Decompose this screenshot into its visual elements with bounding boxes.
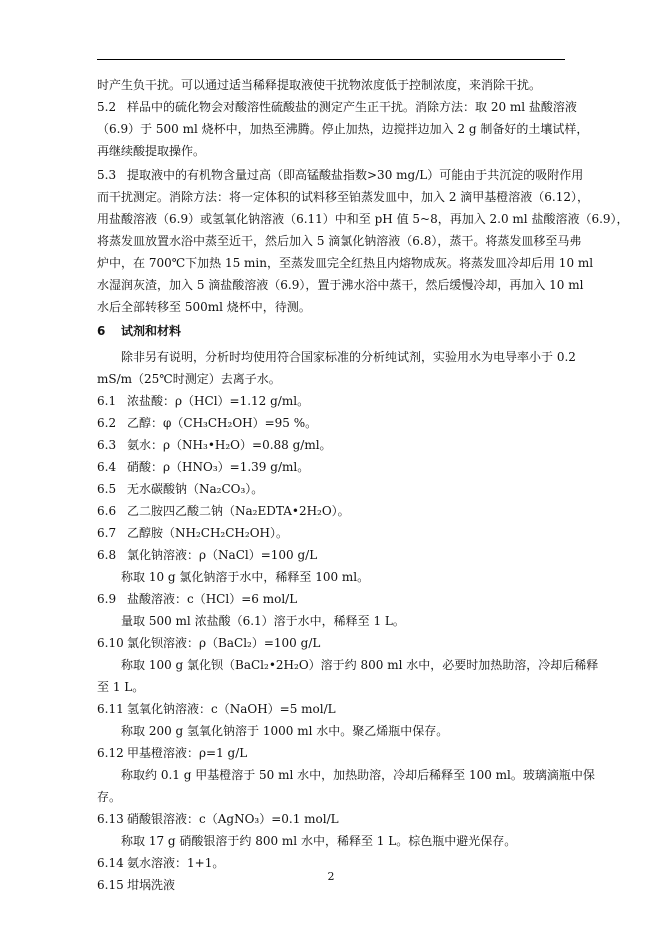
reagent-6-13-desc: 称取 17 g 硝酸银溶于约 800 ml 水中，稀释至 1 L。棕色瓶中避光保存。 <box>121 834 517 848</box>
reagent-6-7 <box>97 522 565 544</box>
paragraph-5-3-line-7: 水后全部转移至 500ml 烧杯中，待测。 <box>97 300 311 314</box>
item-text: 坩埚洗液 <box>127 878 176 892</box>
header-rule <box>97 59 565 60</box>
paragraph-5-3-line-4: 将蒸发皿放置水浴中蒸至近干，然后加入 5 滴氯化钠溶液（6.8），蒸干。将蒸发皿移至马弗 <box>97 234 582 248</box>
reagent-6-3 <box>97 434 565 456</box>
item-number: 6.4 <box>97 460 117 474</box>
section-title: 试剂和材料 <box>121 324 182 338</box>
reagent-6-11 <box>97 698 565 720</box>
clause-number: 5.3 <box>97 168 117 182</box>
reagent-6-9-desc: 量取 500 ml 浓盐酸（6.1）溶于水中，稀释至 1 L。 <box>121 614 405 628</box>
section-intro-line-1: 除非另有说明，分析时均使用符合国家标准的分析纯试剂，实验用水为电导率小于 0.2 <box>121 350 576 364</box>
item-number: 6.11 <box>97 702 124 716</box>
reagent-6-12-desc-1: 称取约 0.1 g 甲基橙溶于 50 ml 水中，加热助溶，冷却后稀释至 100 ml。玻璃滴瓶中保 <box>121 768 595 782</box>
clause-text: 提取液中的有机物含量过高（即高锰酸盐指数>30 mg/L）可能由于共沉淀的吸附作用 <box>127 168 584 182</box>
reagent-6-13 <box>97 808 565 830</box>
reagent-6-6 <box>97 500 565 522</box>
reagent-6-12 <box>97 742 565 764</box>
paragraph-5-2-line-3: 再继续酸提取操作。 <box>97 144 206 158</box>
paragraph-5-2-line-1 <box>97 96 577 118</box>
item-number: 6.2 <box>97 416 117 430</box>
reagent-6-8 <box>97 544 565 566</box>
item-number: 6.5 <box>97 482 117 496</box>
paragraph-5-3-line-6: 水湿润灰渣，加入 5 滴盐酸溶液（6.9），置于沸水浴中蒸干，然后缓慢冷却，再加入 10 ml <box>97 278 584 292</box>
reagent-6-4 <box>97 456 565 478</box>
item-text: 氨水溶液：1+1。 <box>127 856 225 870</box>
reagent-6-1 <box>97 390 565 412</box>
item-text: 氨水：ρ（NH₃•H₂O）=0.88 g/ml。 <box>127 438 332 452</box>
item-number: 6.9 <box>97 592 117 606</box>
reagent-6-12-desc-2: 存。 <box>97 790 122 804</box>
paragraph-5-2-line-2: （6.9）于 500 ml 烧杯中，加热至沸腾。停止加热，边搅拌边加入 2 g 制备好的土壤试样， <box>97 122 589 136</box>
item-number: 6.1 <box>97 394 117 408</box>
item-text: 氢氧化钠溶液：c（NaOH）=5 mol/L <box>127 702 336 716</box>
item-number: 6.15 <box>97 878 124 892</box>
item-text: 盐酸溶液：c（HCl）=6 mol/L <box>127 592 298 606</box>
reagent-6-2 <box>97 412 565 434</box>
reagent-6-5 <box>97 478 565 500</box>
item-text: 无水碳酸钠（Na₂CO₃）。 <box>127 482 264 496</box>
paragraph-5-3-line-3: 用盐酸溶液（6.9）或氢氧化钠溶液（6.11）中和至 pH 值 5~8，再加入 2.0 ml 盐酸溶液（6.9）， <box>97 212 629 226</box>
item-text: 氯化钠溶液：ρ（NaCl）=100 g/L <box>127 548 318 562</box>
item-number: 6.6 <box>97 504 117 518</box>
reagent-6-10-desc-1: 称取 100 g 氯化钡（BaCl₂•2H₂O）溶于约 800 ml 水中，必要时加热助溶，冷却后稀释 <box>121 658 599 672</box>
paragraph-continuation: 时产生负干扰。可以通过适当稀释提取液使干扰物浓度低于控制浓度，来消除干扰。 <box>97 78 542 92</box>
item-text: 乙醇：φ（CH₃CH₂OH）=95 %。 <box>127 416 318 430</box>
item-text: 乙醇胺（NH₂CH₂CH₂OH）。 <box>127 526 288 540</box>
item-number: 6.7 <box>97 526 117 540</box>
item-text: 硝酸：ρ（HNO₃）=1.39 g/ml。 <box>127 460 310 474</box>
reagent-6-11-desc: 称取 200 g 氢氧化钠溶于 1000 ml 水中。聚乙烯瓶中保存。 <box>121 724 449 738</box>
item-text: 乙二胺四乙酸二钠（Na₂EDTA•2H₂O）。 <box>127 504 350 518</box>
reagent-6-9 <box>97 588 565 610</box>
item-number: 6.12 <box>97 746 124 760</box>
paragraph-5-3-line-1 <box>97 164 584 186</box>
reagent-6-10-desc-2: 至 1 L。 <box>97 680 145 694</box>
clause-text: 样品中的硫化物会对酸溶性硫酸盐的测定产生正干扰。消除方法：取 20 ml 盐酸溶液 <box>127 100 577 114</box>
item-number: 6.10 <box>97 636 124 650</box>
section-heading-6 <box>97 320 565 342</box>
clause-number: 5.2 <box>97 100 117 114</box>
item-text: 甲基橙溶液：ρ=1 g/L <box>127 746 248 760</box>
item-text: 浓盐酸：ρ（HCl）=1.12 g/ml。 <box>127 394 310 408</box>
reagent-6-8-desc: 称取 10 g 氯化钠溶于水中，稀释至 100 ml。 <box>121 570 370 584</box>
item-number: 6.14 <box>97 856 124 870</box>
item-text: 硝酸银溶液：c（AgNO₃）=0.1 mol/L <box>127 812 339 826</box>
paragraph-5-3-line-2: 而干扰测定。消除方法：将一定体积的试料移至铂蒸发皿中，加入 2 滴甲基橙溶液（6.12）， <box>97 190 589 204</box>
paragraph-5-3-line-5: 炉中，在 700℃下加热 15 min，至蒸发皿完全红热且内熔物成灰。将蒸发皿冷却后用 10 ml <box>97 256 594 270</box>
item-number: 6.8 <box>97 548 117 562</box>
section-intro-line-2: mS/m（25℃时测定）去离子水。 <box>97 372 281 386</box>
section-number: 6 <box>97 324 106 338</box>
page-number: 2 <box>327 870 335 883</box>
item-number: 6.13 <box>97 812 124 826</box>
item-text: 氯化钡溶液：ρ（BaCl₂）=100 g/L <box>127 636 321 650</box>
reagent-6-10 <box>97 632 565 654</box>
item-number: 6.3 <box>97 438 117 452</box>
